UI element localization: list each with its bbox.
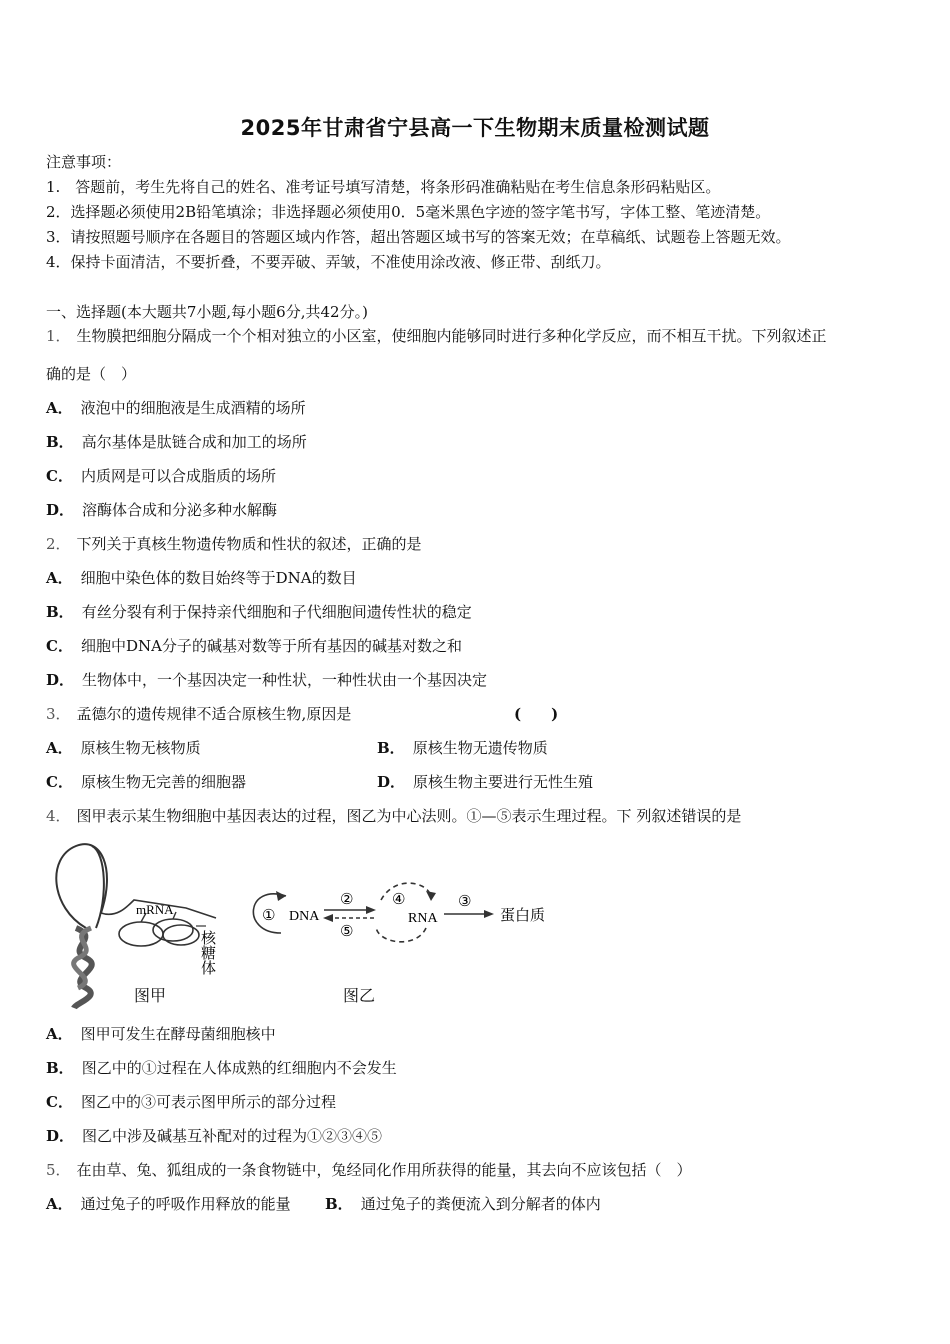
question-number: 1．: [46, 327, 71, 345]
question-number: 5．: [46, 1161, 71, 1179]
option-label: D．: [46, 671, 75, 689]
option-label: B．: [46, 1059, 74, 1077]
arrowhead: [276, 891, 286, 901]
process-2-label: ②: [340, 890, 354, 908]
notice-item-4: 4．保持卡面清洁，不要折叠，不要弄破、弄皱，不准使用涂改液、修正带、刮纸刀。: [46, 253, 611, 271]
option-text: 通过兔子的粪便流入到分解者的体内: [360, 1195, 601, 1213]
ribosome-label: 核糖体: [199, 930, 217, 975]
arrowhead: [323, 914, 333, 922]
question-2-stem: [46, 534, 422, 554]
option-text: 图甲可发生在酵母菌细胞核中: [80, 1025, 276, 1043]
option-text: 原核生物无完善的细胞器: [80, 773, 246, 791]
arrowhead: [484, 910, 494, 918]
process-1-label: ①: [262, 906, 276, 924]
ribosome: [119, 922, 163, 946]
option-label: C．: [46, 637, 73, 655]
option-text: 生物体中，一个基因决定一种性状，一种性状由一个基因决定: [82, 671, 488, 689]
option-a: [46, 568, 357, 588]
question-text: 图甲表示某生物细胞中基因表达的过程，图乙为中心法则。①—⑤表示生理过程。下 列叙述错误的是: [76, 807, 742, 825]
option-text: 细胞中染色体的数目始终等于DNA的数目: [80, 569, 357, 587]
option-label: A．: [46, 399, 73, 417]
option-label: C．: [46, 773, 73, 791]
option-text: 溶酶体合成和分泌多种水解酶: [82, 501, 278, 519]
question-number: 3．: [46, 705, 71, 723]
option-label: D．: [46, 1127, 75, 1145]
option-a: [46, 738, 201, 758]
question-text: 生物膜把细胞分隔成一个个相对独立的小区室，使细胞内能够同时进行多种化学反应，而不相互干扰。下列叙述正: [76, 327, 827, 345]
option-d: [46, 1126, 382, 1146]
process-4-label: ④: [392, 890, 406, 908]
option-label: B．: [46, 603, 74, 621]
option-label: B．: [46, 433, 74, 451]
option-label: C．: [46, 467, 73, 485]
rna-label: RNA: [408, 911, 438, 926]
gene-expression-figure: [46, 838, 566, 1013]
option-label: B．: [377, 739, 405, 757]
dna-label: DNA: [289, 909, 320, 924]
notice-heading: 注意事项：: [46, 153, 122, 171]
notice-item-2: 2．选择题必须使用2B铅笔填涂；非选择题必须使用0．5毫米黑色字迹的签字笔书写，字体工整、笔迹清楚。: [46, 203, 771, 221]
question-1-stem: [46, 326, 827, 346]
option-label: D．: [46, 501, 75, 519]
option-text: 内质网是可以合成脂质的场所: [80, 467, 276, 485]
option-text: 液泡中的细胞液是生成酒精的场所: [80, 399, 306, 417]
arrowhead: [366, 906, 376, 914]
option-label: A．: [46, 739, 73, 757]
option-label: A．: [46, 569, 73, 587]
notice-item-1: 1. 答题前，考生先将自己的姓名、准考证号填写清楚，将条形码准确粘贴在考生信息条形码粘贴区。: [46, 178, 721, 196]
option-label: A．: [46, 1195, 73, 1213]
option-b: [325, 1194, 601, 1214]
process-3-label: ③: [458, 892, 472, 910]
option-label: C．: [46, 1093, 73, 1111]
option-text: 原核生物无遗传物质: [412, 739, 548, 757]
option-text: 原核生物无核物质: [80, 739, 201, 757]
option-text: 图乙中的③可表示图甲所示的部分过程: [80, 1093, 336, 1111]
question-text: 在由草、兔、狐组成的一条食物链中，兔经同化作用所获得的能量，其去向不应该包括（ ）: [76, 1161, 692, 1179]
question-text: 孟德尔的遗传规律不适合原核生物,原因是: [76, 705, 352, 723]
option-d: [377, 772, 593, 792]
option-a: [46, 1194, 291, 1214]
question-number: 4．: [46, 807, 71, 825]
mrna-label: mRNA: [136, 902, 174, 917]
option-text: 有丝分裂有利于保持亲代细胞和子代细胞间遗传性状的稳定: [81, 603, 472, 621]
option-c: [46, 466, 276, 486]
answer-paren: ( ): [514, 705, 559, 723]
option-d: [46, 670, 487, 690]
notice-item-3: 3．请按照题号顺序在各题目的答题区域内作答，超出答题区域书写的答案无效；在草稿纸、试题卷上答题无效。: [46, 228, 791, 246]
option-b: [46, 1058, 397, 1078]
option-text: 高尔基体是肽链合成和加工的场所: [81, 433, 307, 451]
option-b: [377, 738, 548, 758]
option-text: 通过兔子的呼吸作用释放的能量: [80, 1195, 291, 1213]
figure-a-caption: 图甲: [134, 986, 167, 1005]
option-c: [46, 1092, 336, 1112]
figure-drawing: [46, 838, 566, 1013]
question-4-stem: [46, 806, 741, 826]
option-text: 图乙中的①过程在人体成熟的红细胞内不会发生: [81, 1059, 397, 1077]
page-title: 2025年甘肃省宁县高一下生物期末质量检测试题: [240, 116, 710, 140]
option-c: [46, 772, 246, 792]
option-a: [46, 1024, 276, 1044]
question-3-stem: [46, 704, 351, 724]
arrowhead: [426, 891, 436, 901]
option-c: [46, 636, 462, 656]
question-5-stem: [46, 1160, 692, 1180]
figure-b-caption: 图乙: [343, 986, 376, 1005]
option-b: [46, 602, 472, 622]
option-b: [46, 432, 307, 452]
question-1-stem-cont: 确的是（ ）: [46, 365, 137, 383]
question-text: 下列关于真核生物遗传物质和性状的叙述，正确的是: [76, 535, 422, 553]
dna-strand: [92, 846, 104, 928]
option-a: [46, 398, 306, 418]
ribosome: [163, 925, 199, 945]
option-d: [46, 500, 277, 520]
option-text: 细胞中DNA分子的碱基对数等于所有基因的碱基对数之和: [80, 637, 462, 655]
option-label: D．: [377, 773, 406, 791]
ribosome: [153, 919, 193, 941]
option-text: 图乙中涉及碱基互补配对的过程为①②③④⑤: [82, 1127, 383, 1145]
protein-label: 蛋白质: [500, 906, 546, 924]
option-text: 原核生物主要进行无性生殖: [413, 773, 594, 791]
process-5-label: ⑤: [340, 922, 354, 940]
section-heading: 一、选择题(本大题共7小题,每小题6分,共42分。): [46, 303, 368, 321]
option-label: B．: [325, 1195, 353, 1213]
question-number: 2．: [46, 535, 71, 553]
option-label: A．: [46, 1025, 73, 1043]
